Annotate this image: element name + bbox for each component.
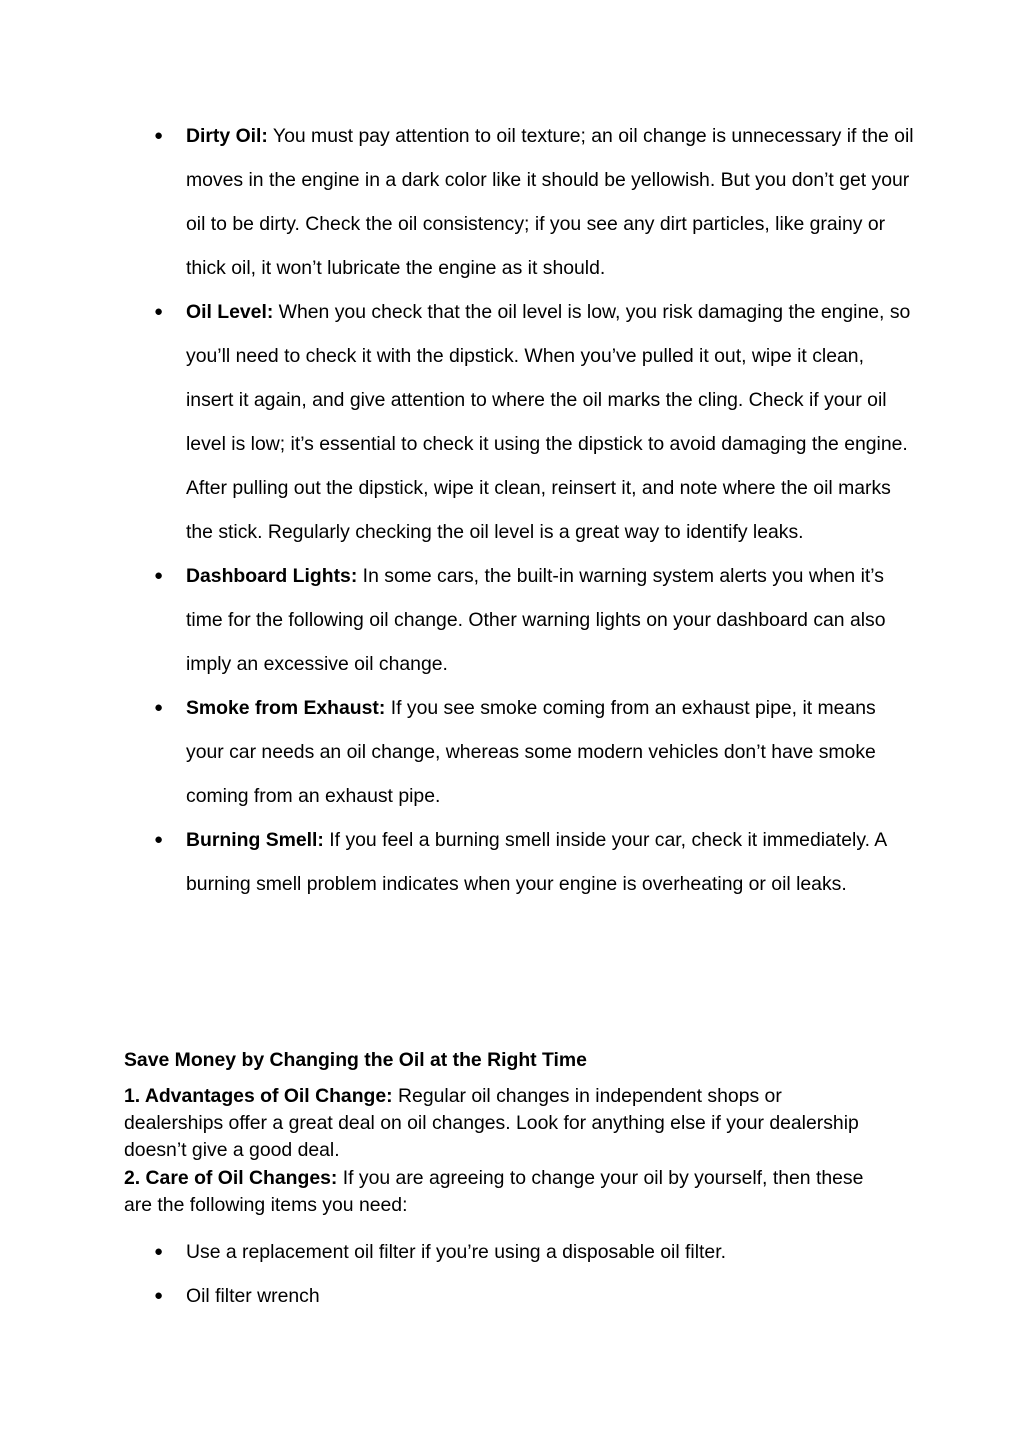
- bullet-icon: ●: [154, 1243, 164, 1260]
- bullet-icon: ●: [154, 127, 164, 144]
- item-text: Oil filter wrench: [186, 1285, 320, 1307]
- item-label: Dashboard Lights:: [186, 565, 358, 587]
- numbered-paragraph: [124, 1083, 884, 1165]
- oil-change-signs-list: [124, 114, 914, 906]
- list-item: [124, 1230, 914, 1274]
- numbered-paragraphs: [124, 1083, 884, 1219]
- item-text: If you see smoke coming from an exhaust pipe, it means your car needs an oil change, whereas some modern vehicles don’t have smoke coming from an exhaust pipe.: [186, 697, 876, 807]
- list-item: [124, 290, 914, 554]
- list-item: [124, 1274, 914, 1318]
- numbered-paragraph: [124, 1165, 884, 1219]
- paragraph-text: If you are agreeing to change your oil by yourself, then these are the following items you need:: [124, 1166, 864, 1216]
- bullet-icon: ●: [154, 303, 164, 320]
- item-text: If you feel a burning smell inside your car, check it immediately. A burning smell problem indicates when your engine is overheating or oil leaks.: [186, 829, 887, 895]
- item-label: Oil Level:: [186, 301, 274, 323]
- bullet-icon: ●: [154, 831, 164, 848]
- paragraph-label: 1. Advantages of Oil Change:: [124, 1085, 393, 1107]
- bullet-icon: ●: [154, 567, 164, 584]
- bullet-icon: ●: [154, 699, 164, 716]
- list-item: [124, 114, 914, 290]
- list-item: [124, 686, 914, 818]
- item-text: Use a replacement oil filter if you’re using a disposable oil filter.: [186, 1241, 726, 1263]
- list-item: [124, 554, 914, 686]
- item-text: When you check that the oil level is low, you risk damaging the engine, so you’ll need to check it with the dipstick. When you’ve pulled it out, wipe it clean, insert it again, and give attention to where the oil marks the cling. Check if your oil level is low; it’s essential to check it using the dipstick to avoid damaging the engine. After pulling out the dipstick, wipe it clean, reinsert it, and note where the oil marks the stick. Regularly checking the oil level is a great way to identify leaks.: [186, 301, 911, 543]
- paragraph-label: 2. Care of Oil Changes:: [124, 1166, 338, 1189]
- paragraph-text: Regular oil changes in independent shops or dealerships offer a great deal on oil changes. Look for anything else if your dealership doesn’t give a good deal.: [124, 1085, 859, 1162]
- item-text: In some cars, the built-in warning system alerts you when it’s time for the following oil change. Other warning lights on your dashboard can also imply an excessive oil change.: [186, 565, 886, 675]
- section-heading: Save Money by Changing the Oil at the Right Time: [124, 1049, 587, 1071]
- item-label: Burning Smell:: [186, 829, 324, 851]
- item-label: Smoke from Exhaust:: [186, 697, 386, 719]
- bullet-icon: ●: [154, 1287, 164, 1304]
- needed-items-list: [124, 1230, 914, 1318]
- item-label: Dirty Oil:: [186, 125, 268, 147]
- list-item: [124, 818, 914, 906]
- item-text: You must pay attention to oil texture; an oil change is unnecessary if the oil moves in the engine in a dark color like it should be yellowish. But you don’t get your oil to be dirty. Check the oil consistency; if you see any dirt particles, like grainy or thick oil, it won’t lubricate the engine as it should.: [186, 125, 914, 279]
